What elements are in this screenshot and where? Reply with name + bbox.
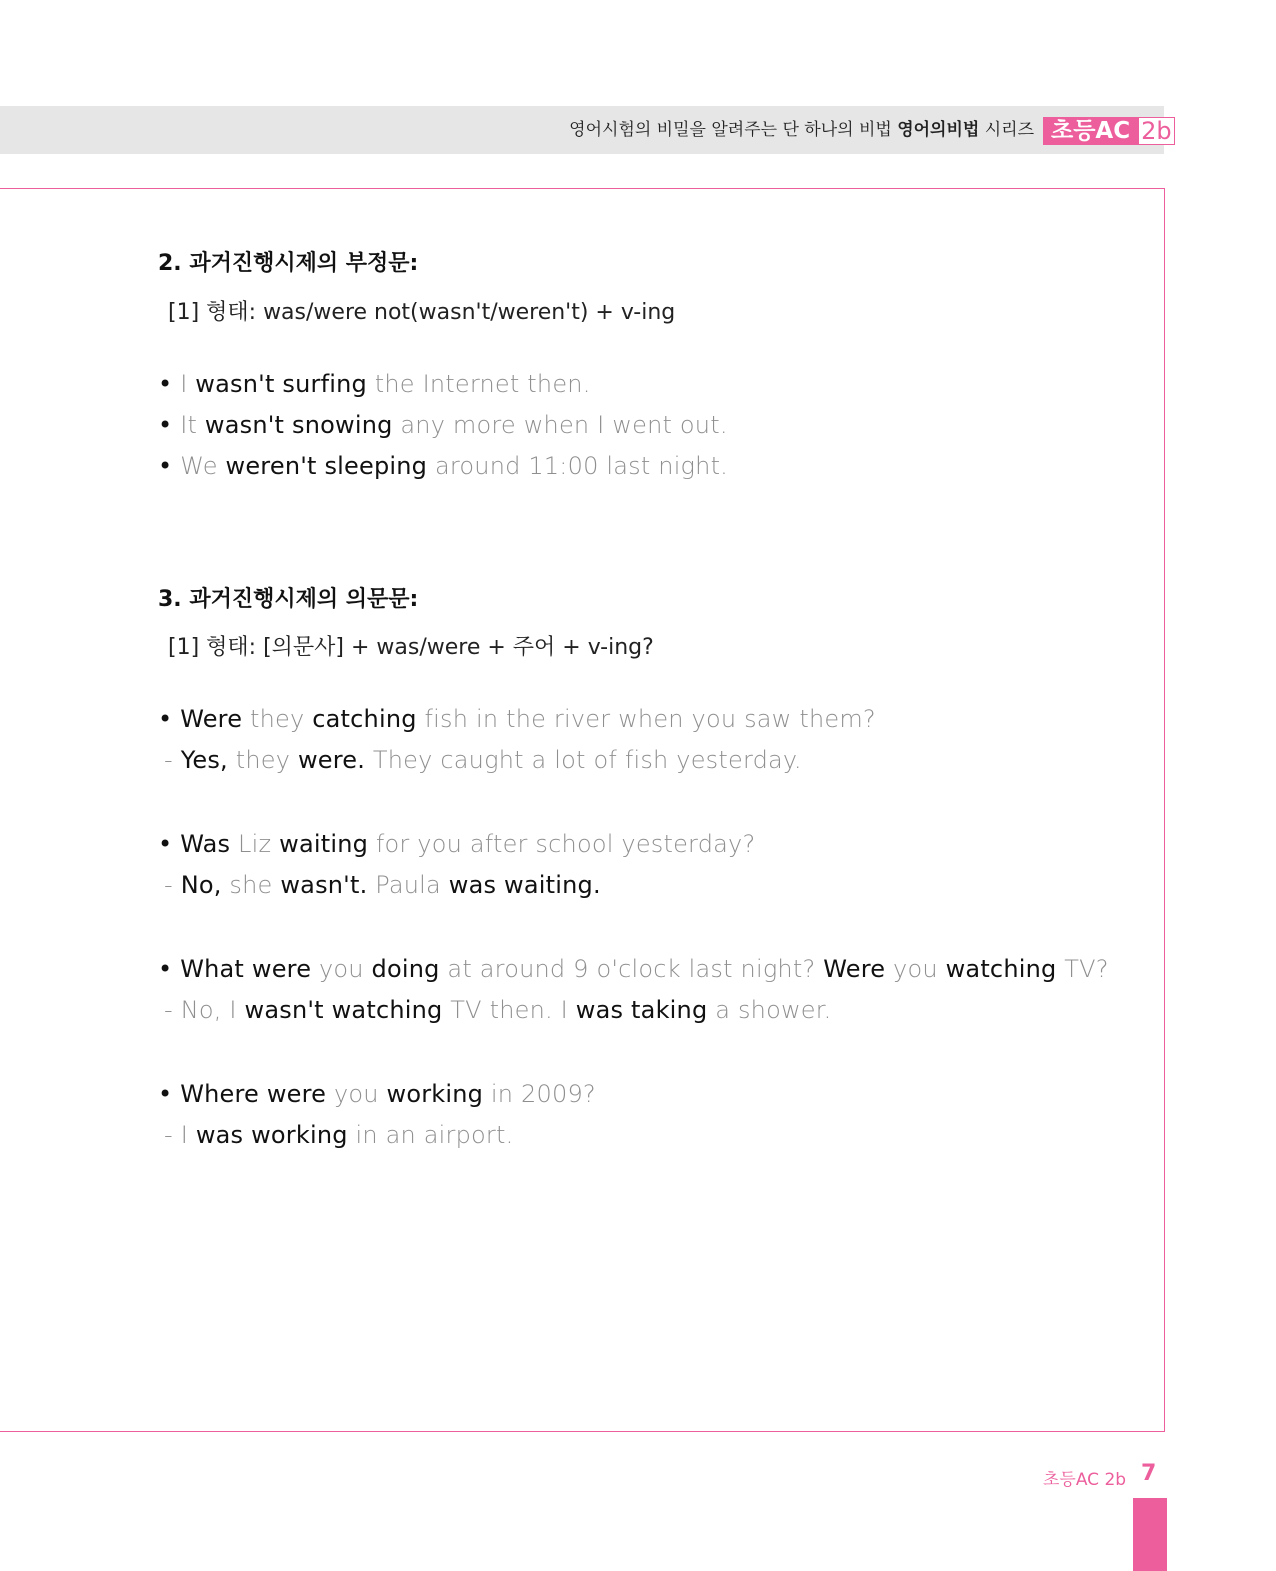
question-line xyxy=(158,1080,596,1108)
verb-phrase: wasn't watching xyxy=(244,996,443,1024)
brand-badge xyxy=(1043,117,1175,145)
bullet: • xyxy=(158,452,181,480)
answer-line xyxy=(164,996,831,1024)
brand-main: 초등AC xyxy=(1043,117,1138,145)
sentence-text: for you after school yesterday? xyxy=(368,830,756,858)
sentence-text: a shower. xyxy=(707,996,832,1024)
sentence-text: you xyxy=(311,955,372,983)
sentence-text: No, I xyxy=(180,996,245,1024)
verb-phrase: Were xyxy=(180,705,243,733)
sentence-text: TV then. I xyxy=(442,996,576,1024)
verb-phrase: waiting xyxy=(279,830,369,858)
footer-label: 초등AC 2b xyxy=(1043,1470,1127,1490)
sentence-text: any more when I went out. xyxy=(392,411,728,439)
series-prefix: 영어시험의 비밀을 알려주는 단 하나의 비법 xyxy=(569,120,898,140)
verb-phrase: weren't sleeping xyxy=(225,452,428,480)
section-3-form: [1] 형태: [의문사] + was/were + 주어 + v-ing? xyxy=(168,635,654,660)
sentence-text: I xyxy=(180,1121,196,1149)
sentence-text: at around 9 o'clock last night? xyxy=(439,955,824,983)
page-number: 7 xyxy=(1141,1461,1157,1486)
example-line xyxy=(158,452,728,480)
question-line xyxy=(158,830,755,858)
sentence-text: - xyxy=(164,1121,181,1149)
bullet: • xyxy=(158,370,181,398)
series-caption xyxy=(569,118,1034,142)
sentence-text: Paula xyxy=(367,871,449,899)
answer-line xyxy=(164,871,601,899)
verb-phrase: watching xyxy=(945,955,1057,983)
sentence-text: in 2009? xyxy=(483,1080,596,1108)
sentence-text: you xyxy=(885,955,946,983)
verb-phrase: wasn't snowing xyxy=(204,411,393,439)
verb-phrase: working xyxy=(386,1080,484,1108)
sentence-text: - xyxy=(164,871,181,899)
bullet: • xyxy=(158,955,181,983)
example-line xyxy=(158,370,591,398)
brand-sub: 2b xyxy=(1138,117,1175,145)
verb-phrase: was taking xyxy=(575,996,708,1024)
sentence-text: - xyxy=(164,746,181,774)
sentence-text: fish in the river when you saw them? xyxy=(416,705,876,733)
question-line xyxy=(158,705,876,733)
verb-phrase: Was xyxy=(180,830,231,858)
question-line xyxy=(158,955,1109,983)
section-2-title: 2. 과거진행시제의 부정문: xyxy=(158,251,419,276)
section-3-title: 3. 과거진행시제의 의문문: xyxy=(158,587,419,612)
sentence-text: We xyxy=(180,452,226,480)
bullet: • xyxy=(158,1080,181,1108)
verb-phrase: wasn't. xyxy=(280,871,368,899)
sentence-text: in an airport. xyxy=(347,1121,514,1149)
example-line xyxy=(158,411,728,439)
sentence-text: It xyxy=(180,411,205,439)
answer-line xyxy=(164,746,802,774)
sentence-text: I xyxy=(180,370,196,398)
verb-phrase: Where were xyxy=(180,1080,327,1108)
series-name: 영어의비법 xyxy=(897,120,980,140)
verb-phrase: doing xyxy=(371,955,440,983)
sentence-text: They caught a lot of fish yesterday. xyxy=(365,746,802,774)
sentence-text: the Internet then. xyxy=(366,370,591,398)
verb-phrase: No, xyxy=(180,871,222,899)
verb-phrase: What were xyxy=(180,955,312,983)
answer-line xyxy=(164,1121,513,1149)
sentence-text: - xyxy=(164,996,181,1024)
bullet: • xyxy=(158,830,181,858)
verb-phrase: Yes, xyxy=(180,746,228,774)
sentence-text: she xyxy=(221,871,281,899)
bullet: • xyxy=(158,411,181,439)
sentence-text: you xyxy=(326,1080,387,1108)
sentence-text: they xyxy=(227,746,298,774)
verb-phrase: catching xyxy=(312,705,417,733)
page-tab xyxy=(1133,1498,1167,1571)
series-suffix: 시리즈 xyxy=(979,120,1034,140)
verb-phrase: Were xyxy=(823,955,886,983)
sentence-text: they xyxy=(242,705,313,733)
verb-phrase: wasn't surfing xyxy=(195,370,367,398)
section-2-form: [1] 형태: was/were not(wasn't/weren't) + v-ing xyxy=(168,300,676,325)
verb-phrase: was waiting. xyxy=(448,871,601,899)
verb-phrase: were. xyxy=(297,746,366,774)
bullet: • xyxy=(158,705,181,733)
sentence-text: TV? xyxy=(1056,955,1109,983)
sentence-text: Liz xyxy=(230,830,280,858)
sentence-text: around 11:00 last night. xyxy=(427,452,729,480)
verb-phrase: was working xyxy=(195,1121,348,1149)
